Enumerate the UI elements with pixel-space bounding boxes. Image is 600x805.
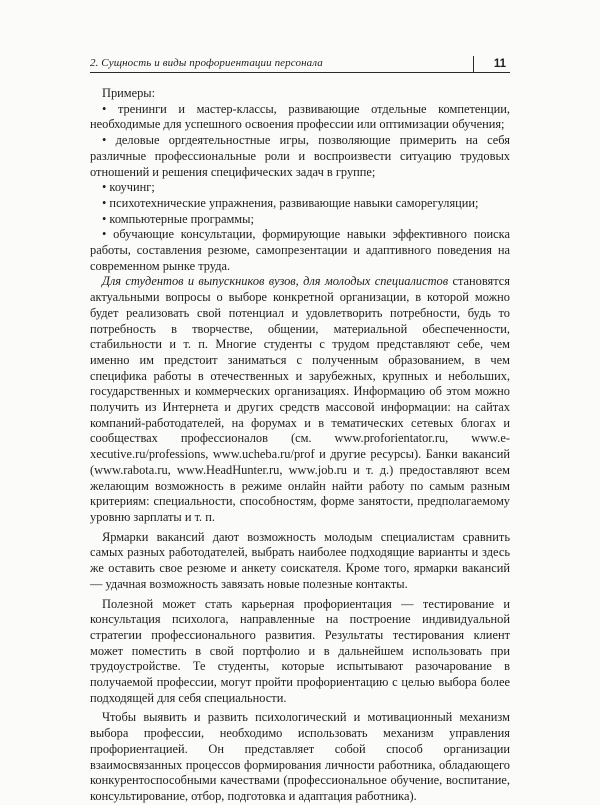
paragraph-students-text: становятся актуальными вопросы о выборе конкретной организации, в которой можно будет реализовать свой потенциал и удовлетворить потребности, будь то потребность в творчестве, общении, материальной обеспеченности, стабильности и т. п. Многие студенты с трудом представляют себе, чем именно им предстоит заниматься с полученным образованием, в чем специфика работы в отечественных и зарубежных, крупных и небольших, государственных и коммерческих организациях. Информацию об этом можно получить из Интернета и других средств массовой информации: на сайтах компаний-работодателей, на форумах и в тематических сетевых блогах и сообществах профессионалов (см. www.proforientator.ru, www.e-xecutive.ru/professions, www.ucheba.ru/prof и другие ресурсы). Банки вакансий (www.rabota.ru, www.HeadHunter.ru, www.job.ru и т. д.) предоставляют всем желающим возможность в режиме онлайн найти работу по самым разным критериям: специальности, способностям, форме занятости, предполагаемому уровню зарплаты и т. п. bbox=[90, 274, 511, 524]
page-number: 11 bbox=[493, 58, 506, 70]
paragraph-students bbox=[90, 274, 510, 525]
paragraph-career-guidance: Полезной может стать карьерная профориентация — тестирование и консультация психолога, направленные на построение индивидуальной стратегии профессионального развития. Результаты тестирования клиент может поместить в свой портфолио и в дальнейшем использовать при трудоустройстве. Те студенты, которые испытывают разочарование в получаемой профессии, могут пройти профориентацию с целью выбора более подходящей для себя специальности. bbox=[90, 596, 510, 705]
running-head-title: 2. Сущность и виды профориентации персонала bbox=[90, 57, 323, 69]
paragraph-lead-italic: Для студентов и выпускников вузов, для молодых специалистов bbox=[102, 274, 449, 289]
bullet-item: • обучающие консультации, формирующие навыки эффективного поиска работы, составления резюме, самопрезентации и адаптивного поведения на современном рынке труда. bbox=[90, 227, 510, 273]
page-body bbox=[90, 86, 510, 805]
bullet-item: • компьютерные программы; bbox=[102, 211, 254, 226]
bullet-item: • коучинг; bbox=[102, 180, 155, 195]
bullet-item: • деловые оргдеятельностные игры, позволяющие примерить на себя различные профессиональные роли и воспроизвести ситуацию трудовых отношений и решения специфических задач в группе; bbox=[90, 133, 510, 179]
running-head bbox=[90, 54, 510, 73]
bullet-item: • психотехнические упражнения, развивающие навыки саморегуляции; bbox=[102, 195, 479, 210]
page-number-box bbox=[473, 56, 510, 72]
paragraph-job-fairs: Ярмарки вакансий дают возможность молодым специалистам сравнить самых разных работодателей, выбрать наиболее подходящие варианты и здесь же оставить свое резюме и анкету соискателя. Кроме того, ярмарки вакансий — удачная возможность завязать новые полезные контакты. bbox=[90, 529, 510, 591]
examples-heading: Примеры: bbox=[102, 86, 156, 100]
paragraph-mechanism: Чтобы выявить и развить психологический и мотивационный механизм выбора профессии, необходимо использовать механизм управления профориентацией. Он представляет собой способ организации взаимосвязанных процессов формирования личности работника, обладающего конкурентоспособными качествами (профессиональное обучение, воспитание, консультирование, отбор, подготовка и адаптация работника). bbox=[90, 710, 510, 803]
bullet-item: • тренинги и мастер-классы, развивающие отдельные компетенции, необходимые для успешного освоения профессии или оптимизации обучения; bbox=[90, 101, 510, 132]
